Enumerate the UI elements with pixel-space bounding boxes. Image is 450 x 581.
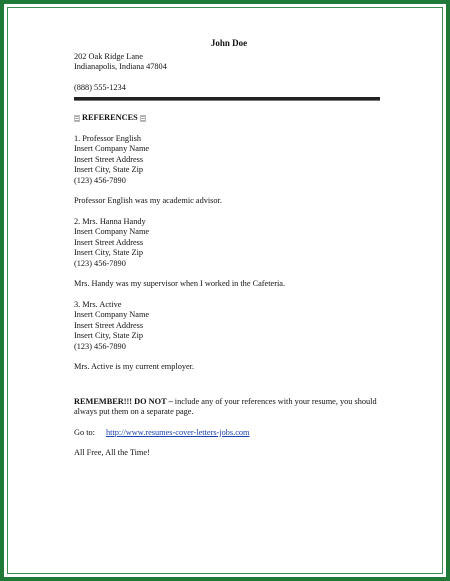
reference-item xyxy=(74,134,384,207)
references-title: REFERENCES xyxy=(82,113,138,122)
applicant-phone: (888) 555-1234 xyxy=(74,82,126,92)
bullet-left-icon xyxy=(74,115,80,122)
reference-company: Insert Company Name xyxy=(74,227,150,236)
reference-city: Insert City, State Zip xyxy=(74,331,144,340)
reference-phone: (123) 456-7890 xyxy=(74,341,126,351)
reference-street: Insert Street Address xyxy=(74,320,144,330)
website-link[interactable]: http://www.resumes-cover-letters-jobs.com xyxy=(105,427,250,437)
applicant-name: John Doe xyxy=(210,38,248,48)
reference-item xyxy=(74,300,384,373)
reminder-paragraph xyxy=(74,397,384,418)
reference-heading: 1. Professor English xyxy=(74,133,142,143)
address-line-2: Indianapolis, Indiana 47804 xyxy=(74,62,167,71)
reference-note: Professor English was my academic advisor. xyxy=(74,196,222,205)
address-line-1: 202 Oak Ridge Lane xyxy=(74,51,143,61)
reference-phone: (123) 456-7890 xyxy=(74,175,126,185)
bullet-right-icon xyxy=(140,115,146,122)
goto-line xyxy=(74,428,384,439)
reminder-bold: REMEMBER!!! DO NOT – xyxy=(74,396,173,406)
header-divider xyxy=(74,97,380,101)
reference-heading: 2. Mrs. Hanna Handy xyxy=(74,216,146,226)
reminder-text: include any of your references with your resume, you should always put them on a separate page. xyxy=(74,396,377,416)
reference-note: Mrs. Active is my current employer. xyxy=(74,362,195,371)
reference-phone: (123) 456-7890 xyxy=(74,258,126,268)
reference-city: Insert City, State Zip xyxy=(74,165,144,174)
reference-street: Insert Street Address xyxy=(74,154,144,164)
reference-company: Insert Company Name xyxy=(74,144,150,153)
reference-note: Mrs. Handy was my supervisor when I worked in the Cafeteria. xyxy=(74,279,286,288)
reference-item xyxy=(74,217,384,290)
reference-heading: 3. Mrs. Active xyxy=(74,299,122,309)
reference-street: Insert Street Address xyxy=(74,237,144,247)
resume-page xyxy=(74,38,384,459)
reference-city: Insert City, State Zip xyxy=(74,248,144,257)
reference-company: Insert Company Name xyxy=(74,310,150,319)
references-heading xyxy=(74,113,384,124)
footer-tagline: All Free, All the Time! xyxy=(74,448,150,457)
goto-label: Go to: xyxy=(74,427,95,437)
